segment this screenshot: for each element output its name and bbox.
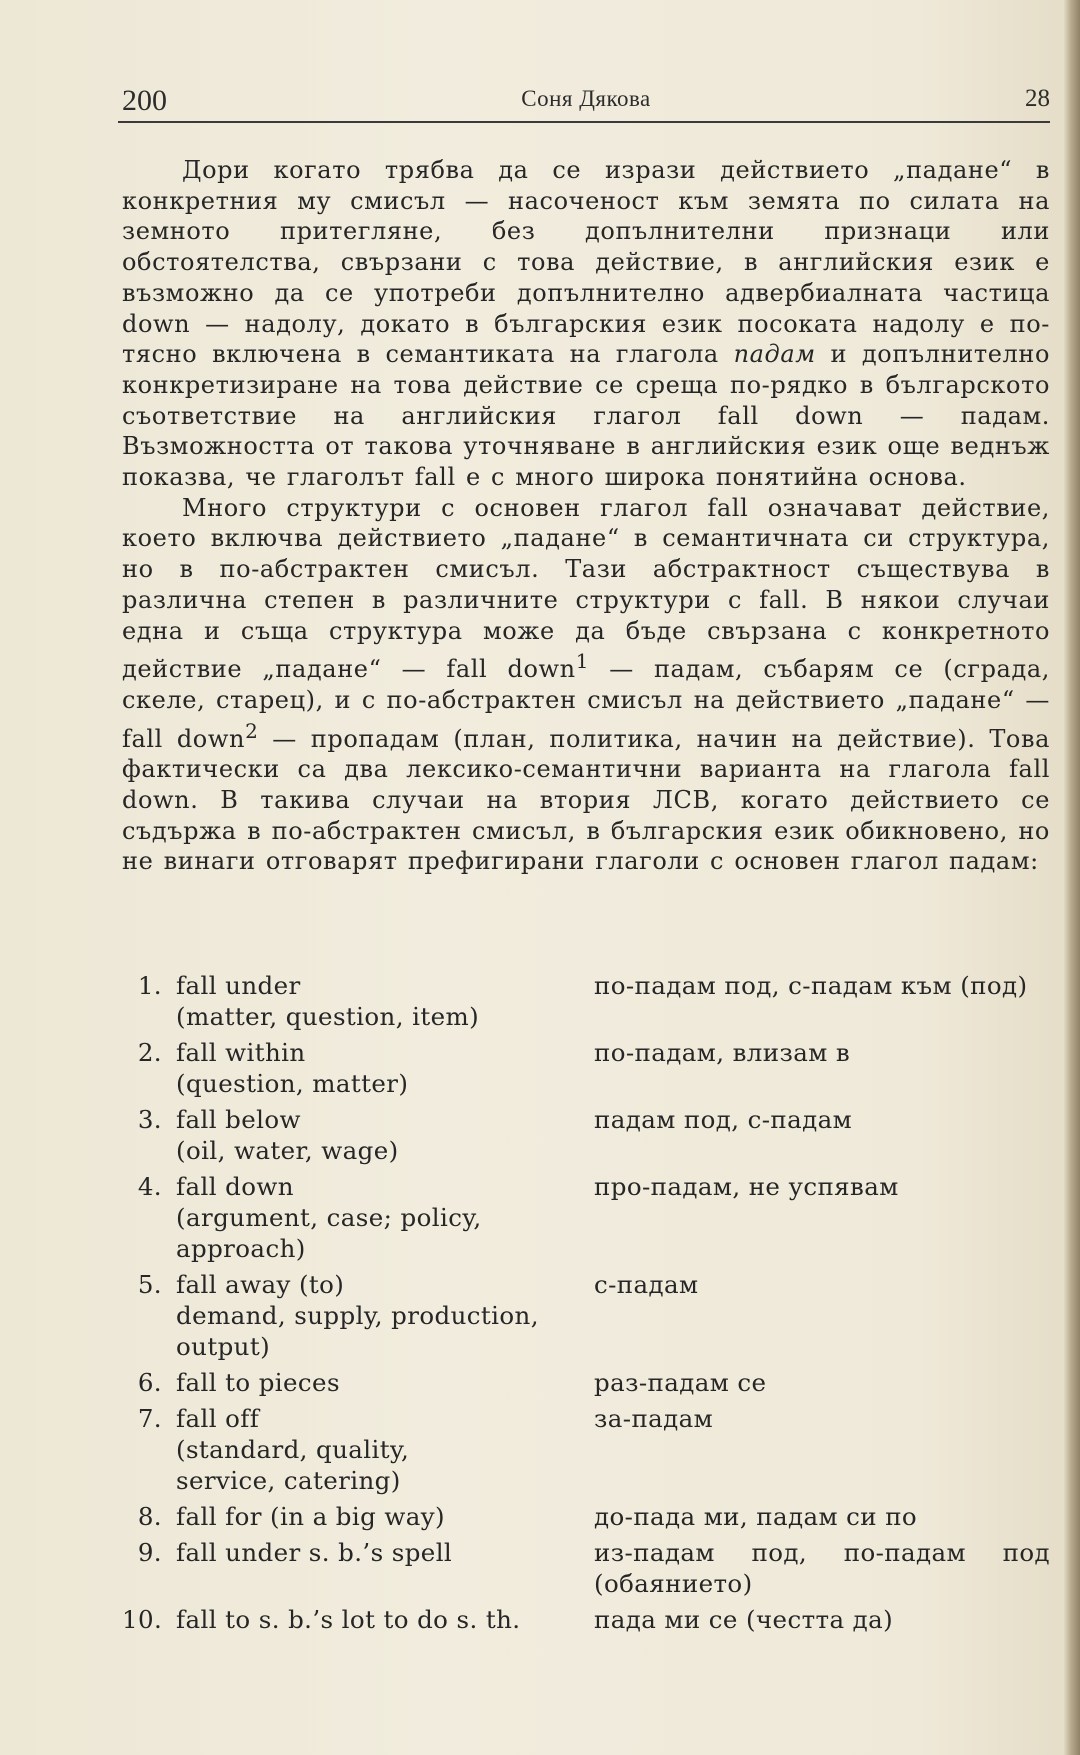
english-phrase: fall under [176, 971, 301, 1000]
list-item-bulgarian: из-падам под, по-падам под (обаянието) [594, 1538, 1050, 1598]
list-item-number: 3. [137, 1105, 162, 1134]
english-context: service, catering) [176, 1466, 401, 1495]
list-item-number: 7. [137, 1404, 162, 1433]
list-item-bulgarian: по-падам под, с-падам към (под) [594, 971, 1028, 1000]
list-item-number: 1. [137, 971, 162, 1000]
english-context: demand, supply, production, [176, 1301, 539, 1330]
list-item [122, 1403, 1050, 1496]
paragraph-1-part-2: и допълнително конкретизиране на това действие се среща по-рядко в българското съответствие на английския глагол fall down — падам. Възможността от такова уточняване в английския език още веднъж показва, че глаголът fall е с много широка понятийна основа. [122, 340, 1050, 492]
list-item-number: 8. [137, 1502, 162, 1531]
list-item-bulgarian: за-падам [594, 1404, 714, 1433]
paragraph-1 [122, 155, 1050, 493]
list-item-english [162, 1501, 586, 1532]
list-item-english [162, 970, 586, 1032]
list-item-english [162, 1604, 586, 1635]
list-item [122, 1037, 1050, 1099]
english-context: (question, matter) [176, 1069, 409, 1098]
superscript-1: 1 [575, 649, 590, 674]
list-item-english [162, 1269, 586, 1362]
paragraph-2-part-2: — падам, събарям се (сграда, скеле, старец), и с по-абстрактен смисъл на действието „падане“ — fall down [122, 655, 1050, 753]
paragraph-1-part-1: Дори когато трябва да се изрази действието „падане“ в конкретния му смисъл — насоченост към земята по силата на земното притегляне, без допълнителни признаци или обстоятелства, свързани с това действие, в английския език е възможно да се употреби допълнително адвербиалната частица down — надолу, докато в българския език посоката надолу е по-тясно включена в семантиката на глагола [122, 156, 1050, 369]
section-number: 28 [1025, 85, 1050, 112]
body-text [122, 155, 1050, 877]
list-item [122, 1501, 1050, 1532]
english-phrase: fall below [176, 1105, 301, 1134]
list-item-number: 5. [137, 1270, 162, 1299]
english-context: (matter, question, item) [176, 1002, 480, 1031]
list-item-number: 4. [137, 1172, 162, 1201]
verb-correspondence-list [122, 970, 1050, 1640]
english-context: (argument, case; policy, [176, 1203, 482, 1232]
superscript-2: 2 [245, 718, 259, 743]
english-context: (oil, water, wage) [176, 1136, 399, 1165]
list-item-english [162, 1037, 586, 1099]
english-phrase: fall to pieces [176, 1368, 340, 1397]
list-item [122, 970, 1050, 1032]
list-item-bulgarian: по-падам, влизам в [594, 1038, 851, 1067]
list-item [122, 1367, 1050, 1398]
page-edge-shadow [1064, 0, 1080, 1755]
list-item-bulgarian: падам под, с-падам [594, 1105, 853, 1134]
list-item-english [162, 1171, 586, 1264]
english-phrase: fall down [176, 1172, 294, 1201]
english-phrase: fall within [176, 1038, 306, 1067]
list-item-bulgarian: с-падам [594, 1270, 699, 1299]
list-item-bulgarian: про-падам, не успявам [594, 1172, 899, 1201]
english-context: output) [176, 1332, 271, 1361]
list-item-number: 2. [137, 1038, 162, 1067]
list-item-number: 6. [137, 1368, 162, 1397]
running-header [122, 80, 1050, 116]
list-item [122, 1537, 1050, 1599]
paragraph-2 [122, 493, 1050, 877]
list-item-bulgarian: раз-падам се [594, 1368, 767, 1397]
english-context: approach) [176, 1234, 306, 1263]
list-item-number: 10. [122, 1605, 163, 1634]
list-item [122, 1104, 1050, 1166]
page-number: 200 [122, 84, 167, 117]
paragraph-2-part-1: Много структури с основен глагол fall означават действие, което включва действието „падане“ в семантичната си структура, но в по-абстрактен смисъл. Тази абстрактност съществува в различна степен в различните структури с fall. В някои случаи една и съща структура може да бъде свързана с конкретното действие „падане“ — fall down [122, 493, 1050, 684]
list-item-english [162, 1537, 586, 1599]
paragraph-1-italic-word: падам [733, 340, 816, 369]
paragraph-2-part-3: — пропадам (план, политика, начин на действие). Това фактически са два лексико-семантични варианта на глагола fall down. В такива случаи на втория ЛСВ, когато действието се съдържа в по-абстрактен смисъл, в българския език обикновено, но не винаги отговарят префигирани глаголи с основен глагол падам: [122, 724, 1051, 876]
english-context: (standard, quality, [176, 1435, 410, 1464]
list-item-english [162, 1104, 586, 1166]
running-title-author: Соня Дякова [521, 86, 651, 111]
list-item [122, 1171, 1050, 1264]
list-item-bulgarian: до-пада ми, падам си по [594, 1502, 918, 1531]
english-phrase: fall under s. b.’s spell [176, 1538, 453, 1567]
english-phrase: fall for (in a big way) [176, 1502, 445, 1531]
header-rule [118, 121, 1050, 123]
list-item [122, 1269, 1050, 1362]
english-phrase: fall off [176, 1404, 260, 1433]
list-item [122, 1604, 1050, 1635]
list-item-english [162, 1403, 586, 1496]
english-phrase: fall to s. b.’s lot to do s. th. [176, 1605, 521, 1634]
list-item-bulgarian: пада ми се (честта да) [594, 1605, 894, 1634]
list-item-number: 9. [137, 1538, 162, 1567]
list-item-english [162, 1367, 586, 1398]
english-phrase: fall away (to) [176, 1270, 345, 1299]
